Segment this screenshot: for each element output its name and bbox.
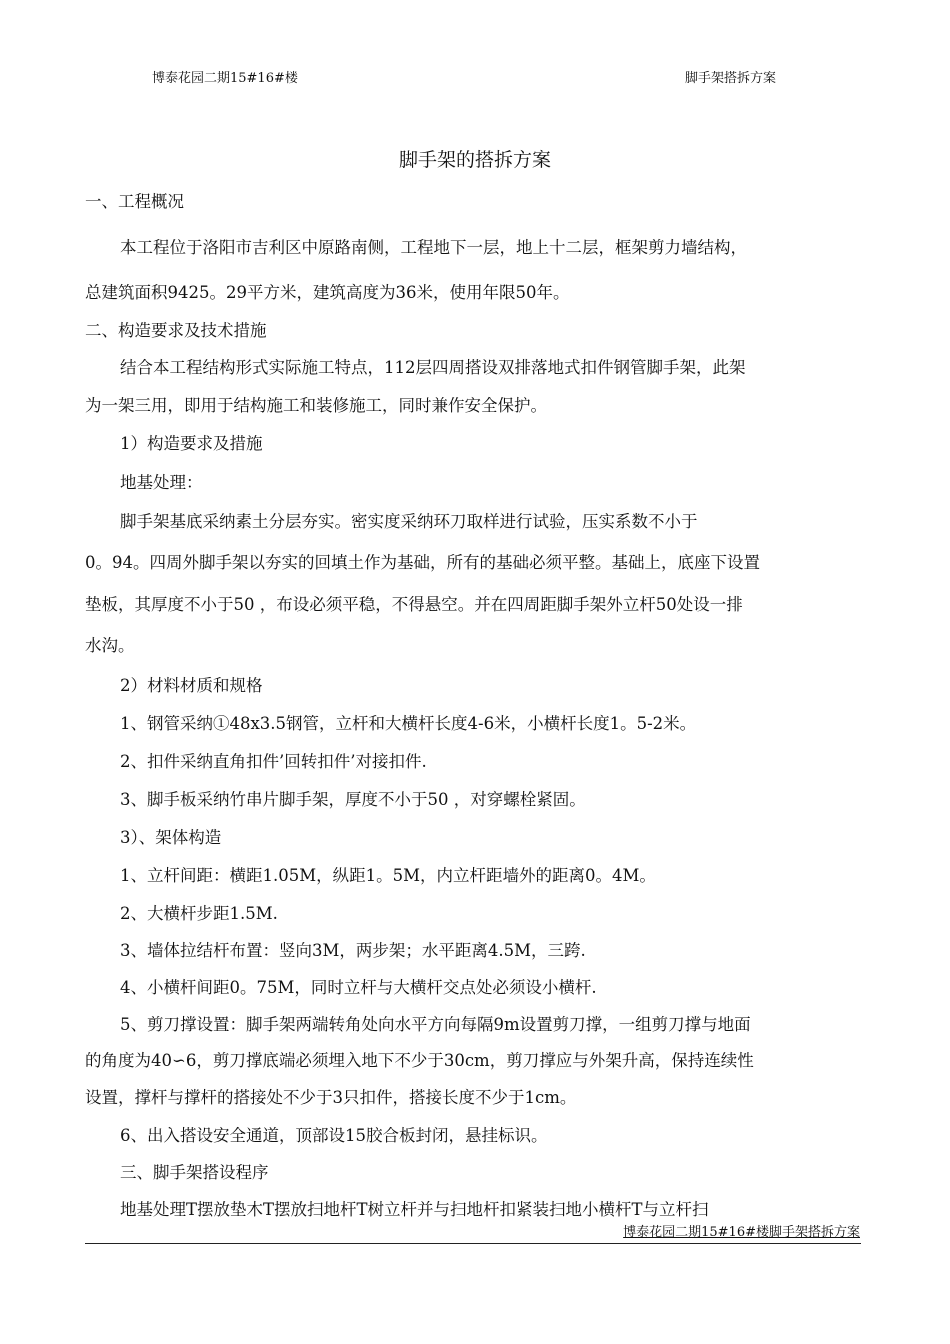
subheading-foundation: 地基处理： xyxy=(120,473,203,492)
paragraph-line: 本工程位于洛阳市吉利区中原路南侧，工程地下一层，地上十二层，框架剪力墙结构， xyxy=(120,238,747,257)
section-heading-overview: 一、工程概况 xyxy=(85,192,184,211)
paragraph-line: 结合本工程结构形式实际施工特点，112层四周搭设双排落地式扣件钢管脚手架，此架 xyxy=(120,358,746,377)
list-item: 3、脚手板采纳竹串片脚手架，厚度不小于50 ，对穿螺栓紧固。 xyxy=(120,790,586,809)
section-heading-requirements: 二、构造要求及技术措施 xyxy=(85,321,267,340)
list-item: 3、墙体拉结杆布置：竖向3M，两步架；水平距离4.5M，三跨. xyxy=(120,941,586,960)
paragraph-line: 0。94。四周外脚手架以夯实的回填土作为基础，所有的基础必须平整。基础上，底座下设置 xyxy=(85,553,760,572)
footer-divider xyxy=(85,1243,861,1244)
subheading-structure: 1）构造要求及措施 xyxy=(120,434,263,453)
list-item: 1、立杆间距：横距1.05M，纵距1。5M，内立杆距墙外的距离0。4M。 xyxy=(120,866,656,885)
paragraph-line: 地基处理T摆放垫木T摆放扫地杆T树立杆并与扫地杆扣紧装扫地小横杆T与立杆扫 xyxy=(120,1200,709,1219)
list-item: 2、大横杆步距1.5M. xyxy=(120,904,278,923)
list-item: 6、出入搭设安全通道，顶部设15胶合板封闭，悬挂标识。 xyxy=(120,1126,548,1145)
paragraph-line: 总建筑面积9425。29平方米，建筑高度为36米，使用年限50年。 xyxy=(85,283,570,302)
running-header-left: 博泰花园二期15#16#楼 xyxy=(152,71,298,86)
subheading-materials: 2）材料材质和规格 xyxy=(120,676,263,695)
subheading-frame: 3）、架体构造 xyxy=(120,828,222,847)
list-item: 4、小横杆间距0。75M，同时立杆与大横杆交点处必须设小横杆. xyxy=(120,978,597,997)
section-heading-procedure: 三、脚手架搭设程序 xyxy=(120,1163,269,1182)
paragraph-line: 垫板，其厚度不小于50 ，布设必须平稳，不得悬空。并在四周距脚手架外立杆50处设一排 xyxy=(85,595,743,614)
paragraph-line: 脚手架基底采纳素土分层夯实。密实度采纳环刀取样进行试验，压实系数不小于 xyxy=(120,512,698,531)
running-header-right: 脚手架搭拆方案 xyxy=(685,71,777,86)
paragraph-line: 的角度为40∽6，剪刀撑底端必须埋入地下不少于30cm，剪刀撑应与外架升高，保持连续性 xyxy=(85,1051,754,1070)
paragraph-line: 为一架三用，即用于结构施工和装修施工，同时兼作安全保护。 xyxy=(85,396,547,415)
document-title: 脚手架的搭拆方案 xyxy=(398,149,551,171)
running-footer: 博泰花园二期15#16#楼脚手架搭拆方案 xyxy=(623,1225,860,1240)
list-item: 5、剪刀撑设置：脚手架两端转角处向水平方向每隔9m设置剪刀撑，一组剪刀撑与地面 xyxy=(120,1015,751,1034)
list-item: 1、钢管采纳①48x3.5钢管，立杆和大横杆长度4-6米，小横杆长度1。5-2米。 xyxy=(120,714,697,733)
paragraph-line: 设置，撑杆与撑杆的搭接处不少于3只扣件，搭接长度不少于1cm。 xyxy=(85,1088,577,1107)
paragraph-line: 水沟。 xyxy=(85,636,135,655)
list-item: 2、扣件采纳直角扣件’回转扣件’对接扣件. xyxy=(120,752,427,771)
